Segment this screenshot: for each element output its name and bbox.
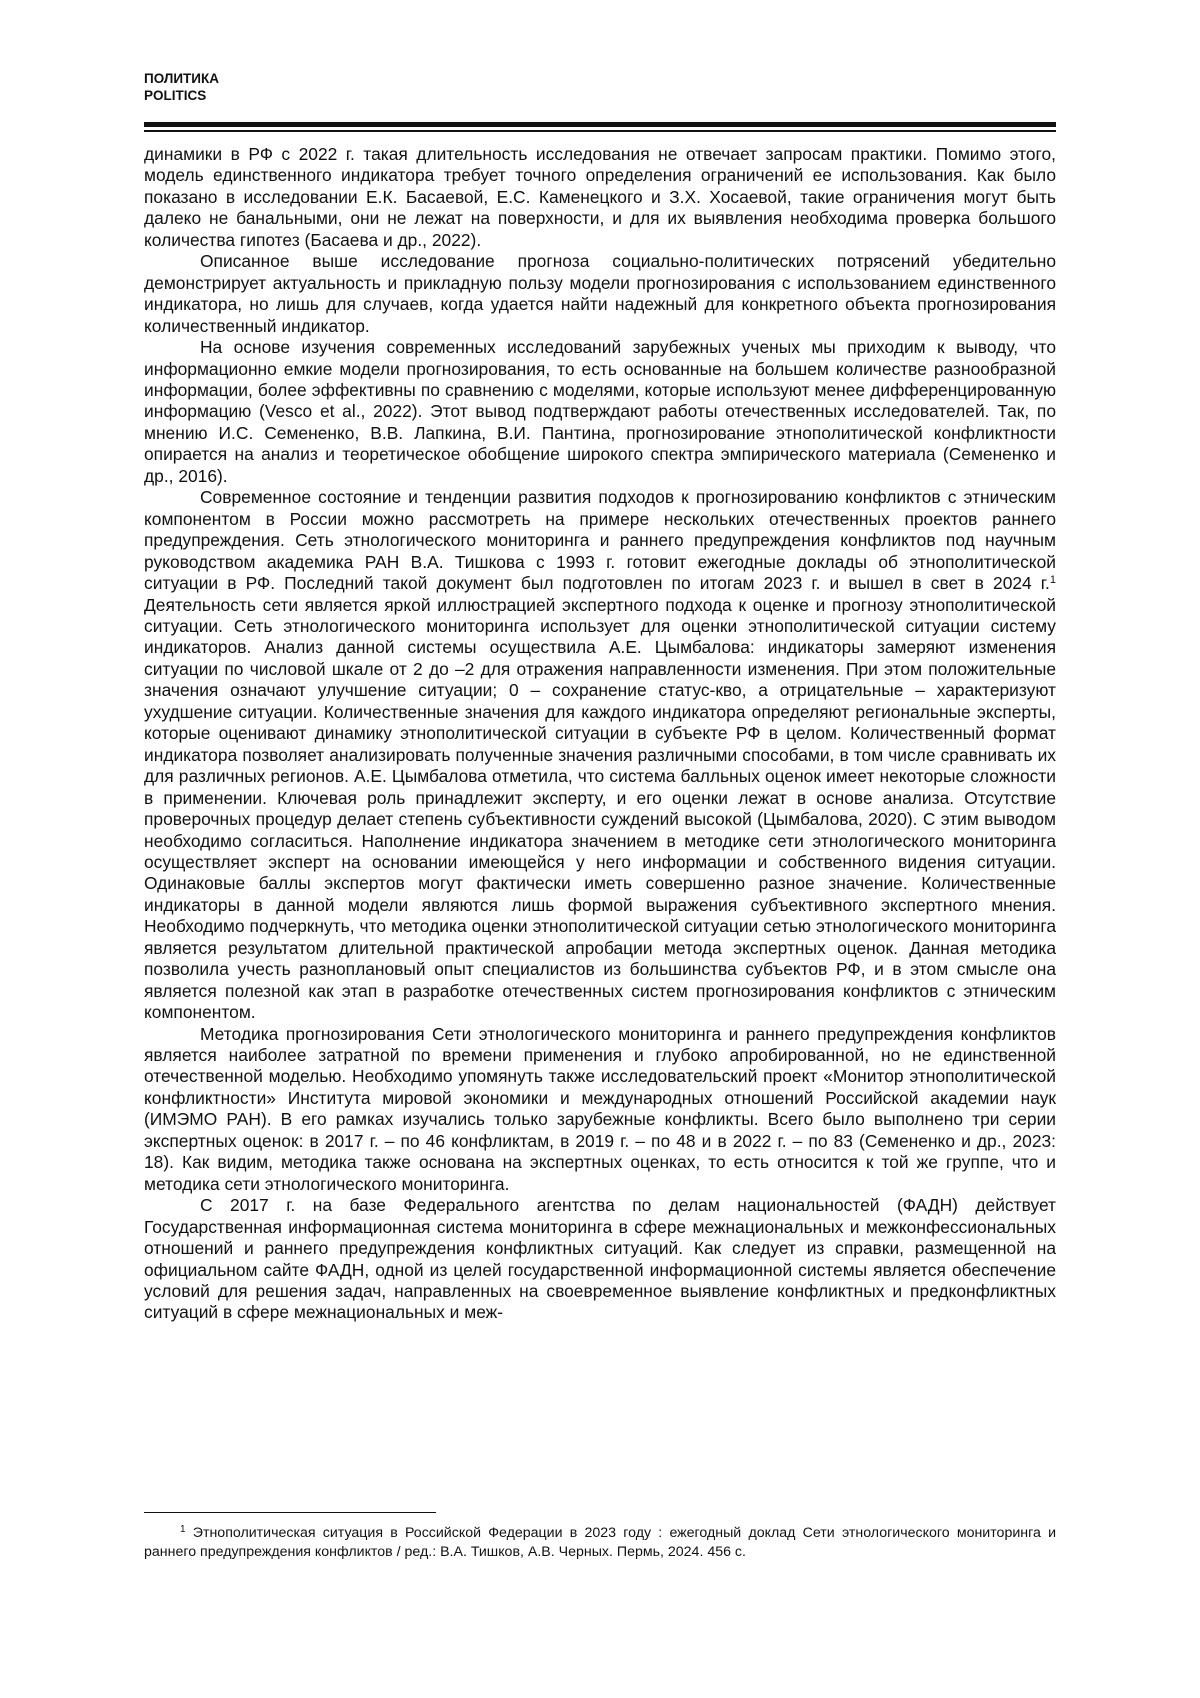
paragraph-4-text-after-note: Деятельность сети является яркой иллюстрацией экспертного подхода к оценке и прогнозу этнополитической ситуации. Сеть этнологического мониторинга использует для оценки этнополитической ситуации систему индикаторов. Анализ данной системы осуществила А.Е. Цымбалова: индикаторы замеряют изменения ситуации по числовой шкале от 2 до –2 для отражения направленности изменения. При этом положительные значения означают улучшение ситуации; 0 – сохранение статус-кво, а отрицательные – характеризуют ухудшение ситуации. Количественные значения для каждого индикатора определяют региональные эксперты, которые оценивают динамику этнополитической ситуации в субъекте РФ в целом. Количественный формат индикатора позволяет анализировать полученные значения различными способами, в том числе сравнивать их для различных регионов. А.Е. Цымбалова отметила, что система балльных оценок имеет некоторые сложности в применении. Ключевая роль принадлежит эксперту, и его оценки лежат в основе анализа. Отсутствие проверочных процедур делает степень субъективности суждений высокой (Цымбалова, 2020). С этим выводом необходимо согласиться. Наполнение индикатора значением в методике сети этнологического мониторинга осуществляет эксперт на основании имеющейся у него информации и собственного видения ситуации. Одинаковые баллы экспертов могут фактически иметь совершенно разное значение. Количественные индикаторы в данной модели являются лишь формой выражения субъективного экспертного мнения. Необходимо подчеркнуть, что методика оценки этнополитической ситуации сетью этнологического мониторинга является результатом длительной практической апробации метода экспертных оценок. Данная методика позволила учесть разноплановый опыт специалистов из большинства субъектов РФ, и в этом смысле она является полезной как этап в разработке отечественных систем прогнозирования конфликтов с этническим компонентом. — [144, 594, 1056, 1023]
paragraph-5: Методика прогнозирования Сети этнологического мониторинга и раннего предупреждения конфликтов является наиболее затратной по времени применения и глубоко апробированной, но не единственной отечественной моделью. Необходимо упомянуть также исследовательский проект «Монитор этнополитической конфликтности» Института мировой экономики и международных отношений Российской академии наук (ИМЭМО РАН). В его рамках изучались только зарубежные конфликты. Всего было выполнено три серии экспертных оценок: в 2017 г. – по 46 конфликтам, в 2019 г. – по 48 и в 2022 г. – по 83 (Семененко и др., 2023: 18). Как видим, методика также основана на экспертных оценках, то есть относится к той же группе, что и методика сети этнологического мониторинга. — [144, 1023, 1056, 1194]
paragraph-3: На основе изучения современных исследований зарубежных ученых мы приходим к выводу, что информационно емкие модели прогнозирования, то есть основанные на большем количестве разнообразной информации, более эффективны по сравнению с моделями, которые используют менее дифференцированную информацию (Vesco et al., 2022). Этот вывод подтверждают работы отечественных исследователей. Так, по мнению И.С. Семененко, В.В. Лапкина, В.И. Пантина, прогнозирование этнополитической конфликтности опирается на анализ и теоретическое обобщение широкого спектра эмпирического материала (Семененко и др., 2016). — [144, 337, 1056, 486]
header-rule-thin — [144, 130, 1056, 132]
paragraph-4-text-before-note: Современное состояние и тенденции развития подходов к прогнозированию конфликтов с этническим компонентом в России можно рассмотреть на примере нескольких отечественных проектов раннего предупреждения. Сеть этнологического мониторинга и раннего предупреждения конфликтов под научным руководством академика РАН В.А. Тишкова с 1993 г. готовит ежегодные доклады об этнополитической ситуации в РФ. Последний такой документ был подготовлен по итогам 2023 г. и вышел в свет в 2024 г. — [144, 487, 1056, 594]
footnote-divider — [144, 1512, 436, 1513]
footnote-reference[interactable]: 1 — [1049, 574, 1056, 587]
paragraph-6: С 2017 г. на базе Федерального агентства по делам национальностей (ФАДН) действует Государственная информационная система мониторинга в сфере межнациональных и межконфессиональных отношений и раннего предупреждения конфликтных ситуаций. Как следует из справки, размещенной на официальном сайте ФАДН, одной из целей государственной информационной системы является обеспечение условий для решения задач, направленных на своевременное выявление конфликтных и предконфликтных ситуаций в сфере межнациональных и меж- — [144, 1195, 1056, 1323]
section-title-ru: ПОЛИТИКА — [144, 71, 219, 86]
header-rule-thick — [144, 122, 1056, 127]
article-body — [144, 144, 1056, 1324]
paragraph-4 — [144, 487, 1056, 1023]
footnote — [144, 1524, 1056, 1561]
paragraph-2: Описанное выше исследование прогноза социально-политических потрясений убедительно демонстрирует актуальность и прикладную пользу модели прогнозирования с использованием единственного индикатора, но лишь для случаев, когда удается найти надежный для конкретного объекта прогнозирования количественный индикатор. — [144, 251, 1056, 336]
footnote-text: Этнополитическая ситуация в Российской Федерации в 2023 году : ежегодный доклад Сети этнологического мониторинга и раннего предупреждения конфликтов / ред.: В.А. Тишков, А.В. Черных. Пермь, 2024. 456 с. — [144, 1525, 1056, 1560]
paragraph-1: динамики в РФ с 2022 г. такая длительность исследования не отвечает запросам практики. Помимо этого, модель единственного индикатора требует точного определения ограничений ее использования. Как было показано в исследовании Е.К. Басаевой, Е.С. Каменецкого и З.Х. Хосаевой, такие ограничения могут быть далеко не банальными, они не лежат на поверхности, и для их выявления необходима проверка большого количества гипотез (Басаева и др., 2022). — [144, 144, 1056, 250]
section-title-en: POLITICS — [144, 88, 207, 103]
running-header — [144, 70, 219, 104]
footnote-number: 1 — [180, 1524, 186, 1535]
